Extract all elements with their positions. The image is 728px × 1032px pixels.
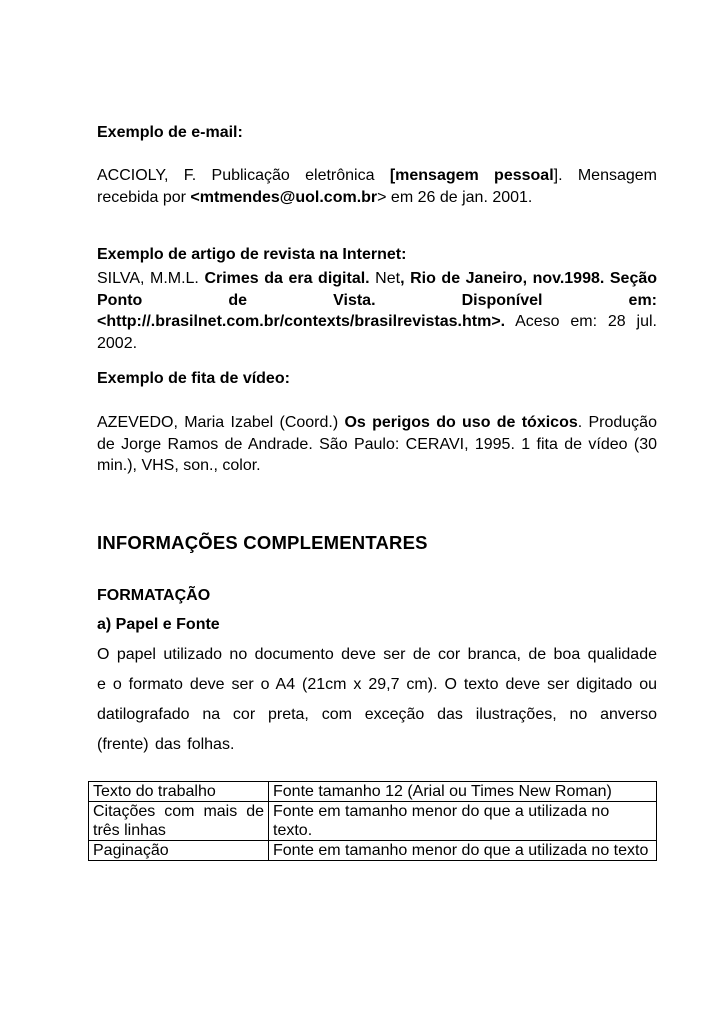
email-reference-address: <mtmendes@uol.com.br bbox=[190, 188, 378, 206]
table-cell-label: Texto do trabalho bbox=[89, 782, 269, 802]
article-example-heading: Exemplo de artigo de revista na Internet: bbox=[97, 246, 407, 263]
article-reference-access: Aceso em: 28 jul. 2002. bbox=[97, 313, 657, 352]
table-cell-value: Fonte tamanho 12 (Arial ou Times New Roman) bbox=[269, 782, 657, 802]
article-reference-author: SILVA, M.M.L. bbox=[97, 270, 205, 287]
video-reference-author: AZEVEDO, Maria Izabel (Coord.) bbox=[97, 414, 345, 431]
email-reference-date: > em 26 de jan. 2001. bbox=[377, 188, 533, 206]
email-example-heading: Exemplo de e-mail: bbox=[97, 124, 243, 141]
table-cell-label: Paginação bbox=[89, 841, 269, 861]
table-row bbox=[89, 802, 657, 841]
article-reference bbox=[97, 268, 657, 354]
email-reference-author: ACCIOLY, F. Publicação eletrônica bbox=[97, 167, 390, 184]
video-reference-details: . Produção de Jorge Ramos de Andrade. São Paulo: CERAVI, 1995. 1 fita de vídeo (30 min.), VHS, son., color. bbox=[97, 414, 657, 474]
video-reference-title: Os perigos do uso de tóxicos bbox=[344, 414, 578, 431]
table-cell-value: Fonte em tamanho menor do que a utilizada no texto bbox=[269, 841, 657, 861]
formatting-title: FORMATAÇÃO bbox=[97, 587, 211, 604]
table-cell-value: Fonte em tamanho menor do que a utilizada no texto. bbox=[269, 802, 657, 841]
video-reference bbox=[97, 412, 657, 477]
email-reference-received: ]. Mensagem recebida por bbox=[97, 167, 657, 206]
email-reference bbox=[97, 165, 657, 208]
table-row bbox=[89, 841, 657, 861]
table-row bbox=[89, 782, 657, 802]
table-cell-label: Citações com mais de três linhas bbox=[89, 802, 269, 841]
article-reference-title: Crimes da era digital. bbox=[204, 270, 370, 287]
video-example-heading: Exemplo de fita de vídeo: bbox=[97, 370, 290, 387]
formatting-paragraph: O papel utilizado no documento deve ser de cor branca, de boa qualidade e o formato deve ser o A4 (21cm x 29,7 cm). O texto deve ser digitado ou datilografado na cor preta, com exceção das ilustrações, no anverso (frente) das folhas. bbox=[97, 646, 657, 753]
section-title: INFORMAÇÕES COMPLEMENTARES bbox=[97, 532, 428, 553]
article-reference-place: , Rio de Janeiro, nov.1998. Seção Ponto de Vista. Disponível em: <http://.brasilnet.com.br/contexts/brasilrevistas.htm>. bbox=[97, 270, 658, 330]
formatting-subtitle: a) Papel e Fonte bbox=[97, 616, 220, 633]
email-reference-type: [mensagem pessoal bbox=[389, 167, 554, 184]
formatting-table bbox=[88, 781, 657, 861]
article-reference-net: Net bbox=[369, 270, 401, 287]
